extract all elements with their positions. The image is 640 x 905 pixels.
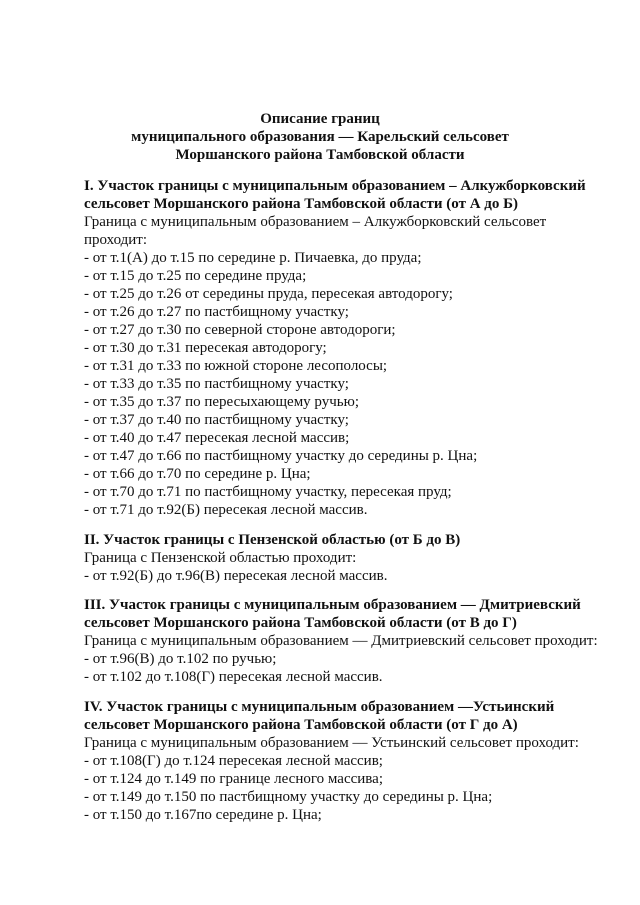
section-1-intro-line-2: проходит: bbox=[84, 232, 148, 248]
section-1-intro-line-1: Граница с муниципальным образованием – Алкужборковский сельсовет bbox=[84, 214, 547, 230]
section-1-item: - от т.30 до т.31 пересекая автодорогу; bbox=[84, 340, 327, 356]
document-title-line-2: муниципального образования — Карельский сельсовет bbox=[131, 129, 509, 145]
section-1-item: - от т.66 до т.70 по середине р. Цна; bbox=[84, 466, 311, 482]
section-1-item: - от т.33 до т.35 по пастбищному участку; bbox=[84, 376, 349, 392]
section-3-heading-line-1: III. Участок границы с муниципальным образованием — Дмитриевский bbox=[84, 597, 581, 613]
section-1-item: - от т.1(А) до т.15 по середине р. Пичаевка, до пруда; bbox=[84, 250, 422, 266]
document-title-line-1: Описание границ bbox=[260, 111, 380, 127]
section-1-item: - от т.70 до т.71 по пастбищному участку, пересекая пруд; bbox=[84, 484, 452, 500]
section-1-item: - от т.27 до т.30 по северной стороне автодороги; bbox=[84, 322, 396, 338]
section-2-intro: Граница с Пензенской областью проходит: bbox=[84, 550, 357, 566]
section-1-item: - от т.37 до т.40 по пастбищному участку; bbox=[84, 412, 349, 428]
section-1-item: - от т.25 до т.26 от середины пруда, пересекая автодорогу; bbox=[84, 286, 453, 302]
section-3-intro: Граница с муниципальным образованием — Дмитриевский сельсовет проходит: bbox=[84, 633, 598, 649]
section-1-heading-line-2: сельсовет Моршанского района Тамбовской области (от А до Б) bbox=[84, 196, 519, 212]
section-1-item: - от т.26 до т.27 по пастбищному участку; bbox=[84, 304, 349, 320]
section-4-heading-line-1: IV. Участок границы с муниципальным образованием —Устьинский bbox=[84, 699, 555, 715]
section-1-item: - от т.47 до т.66 по пастбищному участку до середины р. Цна; bbox=[84, 448, 478, 464]
section-4-item: - от т.124 до т.149 по границе лесного массива; bbox=[84, 771, 383, 787]
section-3-item: - от т.96(В) до т.102 по ручью; bbox=[84, 651, 277, 667]
section-1-item: - от т.15 до т.25 по середине пруда; bbox=[84, 268, 307, 284]
section-4-intro: Граница с муниципальным образованием — Устьинский сельсовет проходит: bbox=[84, 735, 579, 751]
document-title-line-3: Моршанского района Тамбовской области bbox=[175, 147, 465, 163]
section-4-item: - от т.150 до т.167по середине р. Цна; bbox=[84, 807, 322, 823]
section-4-item: - от т.149 до т.150 по пастбищному участку до середины р. Цна; bbox=[84, 789, 493, 805]
section-1-heading-line-1: I. Участок границы с муниципальным образованием – Алкужборковский bbox=[84, 178, 586, 194]
section-4-heading-line-2: сельсовет Моршанского района Тамбовской области (от Г до А) bbox=[84, 717, 518, 733]
section-1-item: - от т.40 до т.47 пересекая лесной массив; bbox=[84, 430, 350, 446]
section-2-heading: II. Участок границы с Пензенской областью (от Б до В) bbox=[84, 532, 461, 548]
section-2-item: - от т.92(Б) до т.96(В) пересекая лесной массив. bbox=[84, 568, 388, 584]
section-1-item: - от т.31 до т.33 по южной стороне лесополосы; bbox=[84, 358, 388, 374]
section-4-item: - от т.108(Г) до т.124 пересекая лесной массив; bbox=[84, 753, 383, 769]
section-1-item: - от т.35 до т.37 по пересыхающему ручью; bbox=[84, 394, 359, 410]
section-3-heading-line-2: сельсовет Моршанского района Тамбовской области (от В до Г) bbox=[84, 615, 517, 631]
section-1-item: - от т.71 до т.92(Б) пересекая лесной массив. bbox=[84, 502, 368, 518]
section-3-item: - от т.102 до т.108(Г) пересекая лесной массив. bbox=[84, 669, 383, 685]
